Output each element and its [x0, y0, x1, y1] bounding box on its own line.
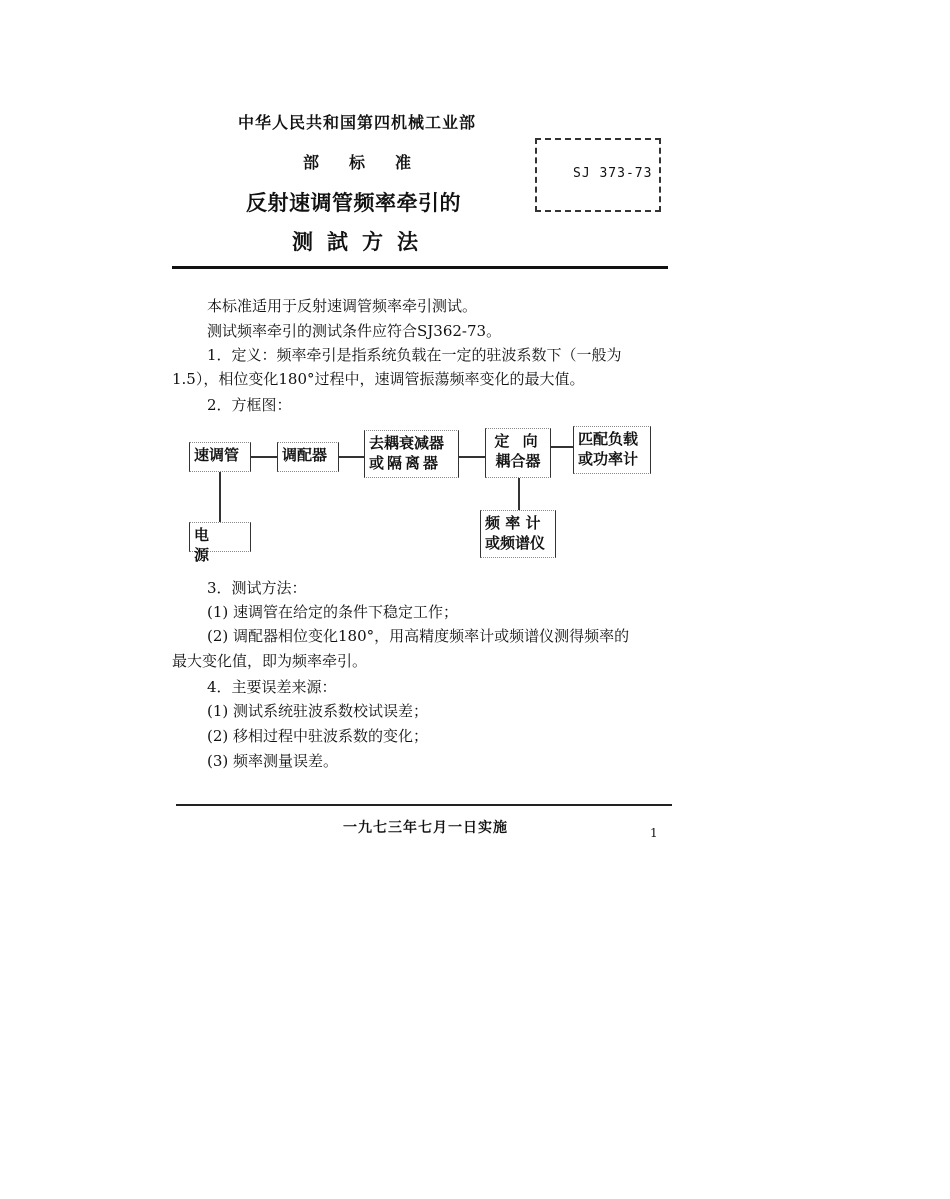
- section-block-diagram: 2．方框图：: [207, 396, 292, 414]
- error-source-2: (2) 移相过程中驻波系数的变化；: [207, 727, 429, 745]
- document-title-line1: 反射速调管频率牵引的: [246, 190, 461, 215]
- error-source-3: (3) 频率测量误差。: [207, 752, 339, 770]
- attenuator-box: [364, 430, 459, 478]
- header-divider: [172, 266, 668, 269]
- section-test-method: 3．测试方法：: [207, 579, 307, 597]
- method-step-2-line2: 最大变化值，即为频率牵引。: [172, 652, 368, 670]
- standard-code: SJ 373-73: [573, 166, 653, 181]
- standard-type: 部标准: [303, 153, 442, 172]
- error-source-1: (1) 测试系统驻波系数校试误差；: [207, 702, 429, 720]
- load-box: [573, 426, 651, 474]
- document-title-line2: 测試方法: [292, 229, 432, 254]
- method-step-2-line1: (2) 调配器相位变化180°，用高精度频率计或频谱仪测得频率的: [207, 627, 630, 645]
- meter-label-line2: 或频谱仪: [485, 534, 546, 553]
- page-number: 1: [650, 826, 658, 840]
- load-label-line1: 匹配负载: [578, 430, 639, 448]
- paragraph-definition-line2: 1.5），相位变化180°过程中，速调管振蕩频率变化的最大值。: [172, 370, 585, 388]
- coupler-label-line1: 定 向: [494, 432, 542, 450]
- load-label-line2: 或功率计: [578, 450, 639, 469]
- attenuator-label-line1: 去耦衰减器: [369, 434, 445, 452]
- connector-tuner-attenuator: [339, 456, 364, 458]
- tuner-label: 调配器: [282, 446, 328, 464]
- attenuator-label-line2: 或隔离器: [369, 454, 442, 473]
- effective-date: 一九七三年七月一日实施: [343, 820, 508, 836]
- ministry-name: 中华人民共和国第四机械工业部: [238, 113, 477, 132]
- paragraph-definition-line1: 1．定义：频率牵引是指系统负载在一定的驻波系数下（一般为: [207, 346, 622, 364]
- coupler-box: [485, 428, 551, 478]
- connector-coupler-meter: [518, 478, 520, 510]
- footer-divider: [176, 804, 672, 806]
- meter-box: [480, 510, 556, 558]
- paragraph-scope: 本标准适用于反射速调管频率牵引测试。: [207, 297, 478, 315]
- connector-klystron-power: [219, 472, 221, 522]
- connector-coupler-load: [551, 446, 573, 448]
- power-supply-label: 电 源: [194, 526, 220, 565]
- klystron-box: [189, 442, 251, 472]
- power-supply-box: [189, 522, 251, 565]
- klystron-label: 速调管: [194, 446, 240, 464]
- section-error-sources: 4．主要误差来源：: [207, 678, 337, 696]
- paragraph-conditions: 测试频率牵引的测试条件应符合SJ362-73。: [207, 322, 502, 340]
- method-step-1: (1) 速调管在给定的条件下稳定工作；: [207, 603, 459, 621]
- meter-label-line1: 频 率 计: [485, 514, 541, 532]
- connector-klystron-tuner: [251, 456, 277, 458]
- tuner-box: [277, 442, 339, 472]
- standard-code-box: [535, 138, 661, 212]
- coupler-label-line2: 耦合器: [495, 452, 541, 471]
- connector-attenuator-coupler: [459, 456, 485, 458]
